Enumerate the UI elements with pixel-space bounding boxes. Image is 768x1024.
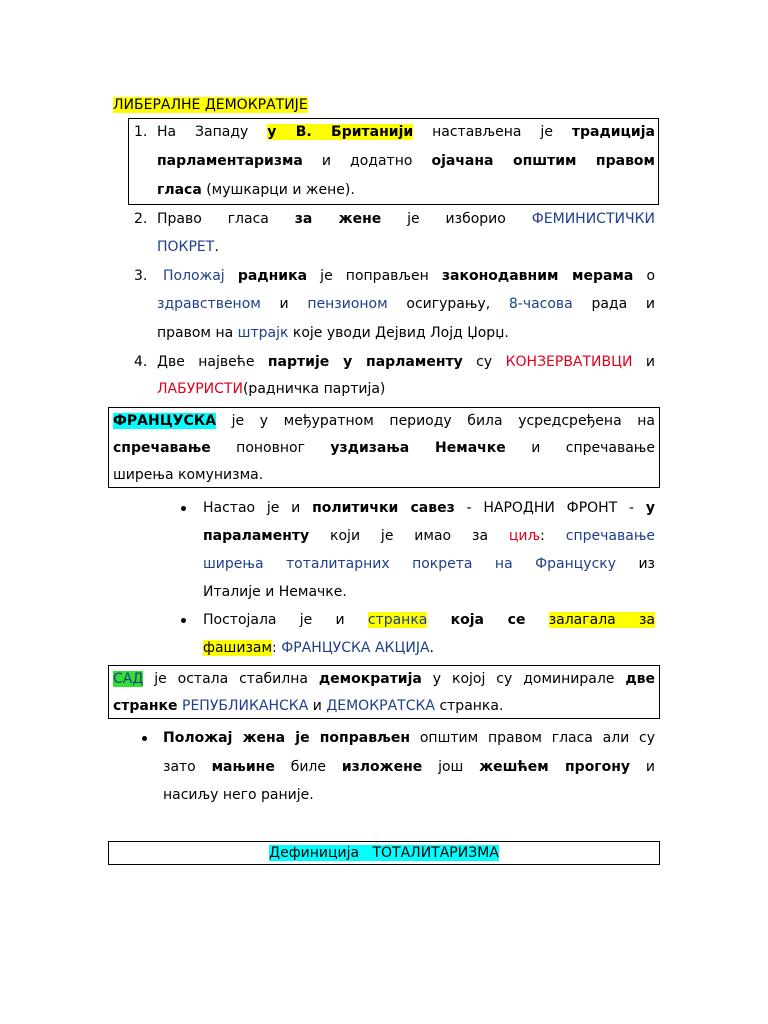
bullet-line: фашизам: ФРАНЦУСКА АКЦИЈА. — [203, 640, 434, 656]
list-item-line: Право гласа за жене је изборио ФЕМИНИСТИЧКИ — [157, 211, 655, 227]
paragraph-line: спречавање поновног уздизања Немачке и спречавање — [113, 440, 655, 456]
paragraph-line: ФРАНЦУСКА је у међуратном периоду била усредсређена на — [113, 413, 655, 429]
bullet-line: параламенту који је имао за циљ: спречавање — [203, 528, 656, 544]
bullet-line: Положај жена је поправљен општим правом гласа али су — [163, 730, 655, 746]
page-title — [113, 94, 308, 116]
list-item-line: парламентаризма и додатно ојачана општим правом — [157, 153, 655, 169]
bullet-line: зато мањине биле изложене још жешћем прогону и — [163, 759, 655, 775]
definition-text: Дефиниција ТОТАЛИТАРИЗМА — [269, 845, 499, 861]
list-item-line: правом на штрајк које уводи Дејвид Лојд Џорџ. — [157, 325, 509, 341]
list-item-line: ЛАБУРИСТИ(радничка партија) — [157, 381, 386, 397]
list-item-line: Две највеће партије у парламенту су КОНЗЕРВАТИВЦИ и — [157, 354, 655, 370]
definition-heading — [108, 842, 660, 864]
list-item-number: 2. — [134, 211, 148, 227]
list-item-line: ПОКРЕТ. — [157, 239, 219, 255]
list-item-line: гласа (мушкарци и жене). — [157, 182, 355, 198]
bullet-line: насиљу него раније. — [163, 787, 314, 803]
bullet-line: Настао је и политички савез - НАРОДНИ ФРОНТ - у — [203, 500, 656, 516]
bullet-icon — [181, 506, 186, 511]
list-item-line: На Западу у В. Британији настављена је традиција — [157, 124, 655, 140]
bullet-line: ширења тоталитарних покрета на Француску из — [203, 556, 656, 572]
list-item-number: 4. — [134, 354, 148, 370]
list-item-number: 1. — [134, 124, 148, 140]
paragraph-line: странке РЕПУБЛИКАНСКА и ДЕМОКРАТСКА странка. — [113, 698, 504, 714]
bullet-icon — [181, 618, 186, 623]
bullet-line: Италије и Немачке. — [203, 584, 347, 600]
list-item-line: Положај радника је поправљен законодавним мерама о — [163, 268, 656, 284]
list-item-number: 3. — [134, 268, 148, 284]
list-item-line: здравственом и пензионом осигурању, 8-часова рада и — [157, 296, 655, 312]
bullet-icon — [142, 736, 147, 741]
bullet-line: Постојала је и странка која се залагала за — [203, 612, 655, 628]
paragraph-line: САД је остала стабилна демократија у којој су доминирале две — [113, 671, 655, 687]
paragraph-line: ширења комунизма. — [113, 467, 264, 483]
page-title-text: ЛИБЕРАЛНЕ ДЕМОКРАТИЈЕ — [113, 97, 308, 113]
